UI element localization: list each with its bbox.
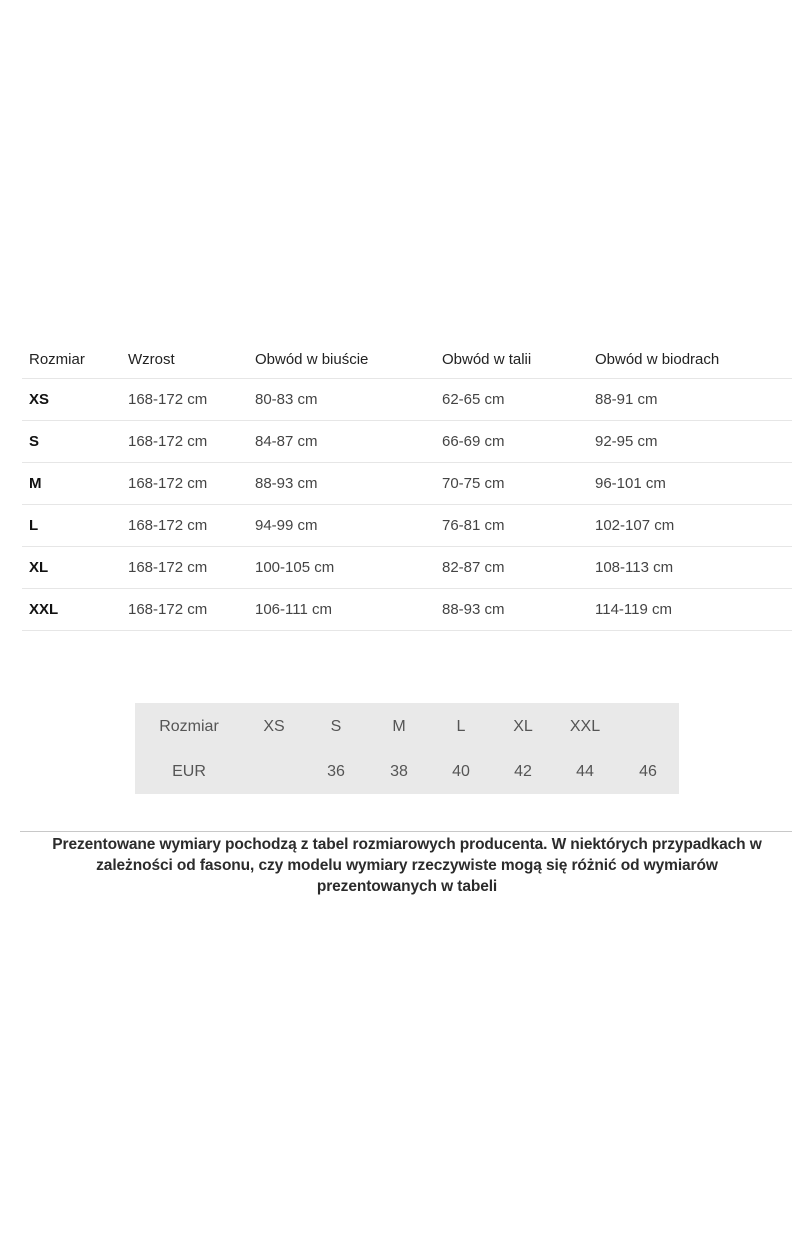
disclaimer-line: zależności od fasonu, czy modelu wymiary rzeczywiste mogą się różnić od wymiarów	[96, 857, 718, 874]
waist-cell: 70-75 cm	[435, 463, 588, 505]
bust-cell: 106-111 cm	[248, 589, 435, 631]
table-row	[22, 379, 792, 421]
disclaimer-line: Prezentowane wymiary pochodzą z tabel rozmiarowych producenta. W niektórych przypadkach w	[52, 836, 762, 853]
header-hips: Obwód w biodrach	[588, 340, 792, 379]
size-cell: XL	[22, 547, 121, 589]
table-row	[22, 589, 792, 631]
waist-cell: 82-87 cm	[435, 547, 588, 589]
eur-value-cell: 36	[327, 763, 345, 780]
height-cell: 168-172 cm	[121, 547, 248, 589]
disclaimer-text	[20, 834, 794, 897]
height-cell: 168-172 cm	[121, 463, 248, 505]
hips-cell: 96-101 cm	[588, 463, 792, 505]
eur-size-cell: XS	[263, 718, 285, 735]
table-row	[22, 505, 792, 547]
eur-size-row	[135, 716, 679, 738]
eur-size-cell: S	[330, 718, 342, 735]
eur-size-cell: L	[456, 718, 466, 735]
bust-cell: 94-99 cm	[248, 505, 435, 547]
eur-value-cell: 42	[514, 763, 532, 780]
eur-size-cell: XL	[513, 718, 533, 735]
height-cell: 168-172 cm	[121, 589, 248, 631]
size-cell: L	[22, 505, 121, 547]
disclaimer-line: prezentowanych w tabeli	[316, 878, 498, 895]
eur-value-cell: 40	[452, 763, 470, 780]
eur-conversion-table	[135, 703, 679, 794]
eur-size-cell: M	[392, 718, 406, 735]
hips-cell: 102-107 cm	[588, 505, 792, 547]
header-size: Rozmiar	[22, 340, 121, 379]
waist-cell: 88-93 cm	[435, 589, 588, 631]
waist-cell: 62-65 cm	[435, 379, 588, 421]
eur-value-cell: 38	[390, 763, 408, 780]
bust-cell: 100-105 cm	[248, 547, 435, 589]
height-cell: 168-172 cm	[121, 379, 248, 421]
header-bust: Obwód w biuście	[248, 340, 435, 379]
table-row	[22, 547, 792, 589]
disclaimer-divider	[20, 831, 792, 832]
hips-cell: 108-113 cm	[588, 547, 792, 589]
size-chart-table	[22, 340, 792, 631]
eur-value-cell: 44	[576, 763, 594, 780]
hips-cell: 114-119 cm	[588, 589, 792, 631]
hips-cell: 88-91 cm	[588, 379, 792, 421]
eur-size-cell: XXL	[569, 718, 601, 735]
size-cell: S	[22, 421, 121, 463]
table-row	[22, 421, 792, 463]
size-chart-header-row	[22, 340, 792, 379]
height-cell: 168-172 cm	[121, 421, 248, 463]
eur-size-label: Rozmiar	[159, 718, 219, 735]
bust-cell: 80-83 cm	[248, 379, 435, 421]
table-row	[22, 463, 792, 505]
size-cell: XS	[22, 379, 121, 421]
eur-value-row	[135, 761, 679, 783]
size-cell: XXL	[22, 589, 121, 631]
waist-cell: 76-81 cm	[435, 505, 588, 547]
height-cell: 168-172 cm	[121, 505, 248, 547]
eur-value-cell: 46	[639, 763, 657, 780]
hips-cell: 92-95 cm	[588, 421, 792, 463]
bust-cell: 84-87 cm	[248, 421, 435, 463]
bust-cell: 88-93 cm	[248, 463, 435, 505]
size-cell: M	[22, 463, 121, 505]
header-height: Wzrost	[121, 340, 248, 379]
waist-cell: 66-69 cm	[435, 421, 588, 463]
header-waist: Obwód w talii	[435, 340, 588, 379]
eur-value-label: EUR	[172, 763, 206, 780]
